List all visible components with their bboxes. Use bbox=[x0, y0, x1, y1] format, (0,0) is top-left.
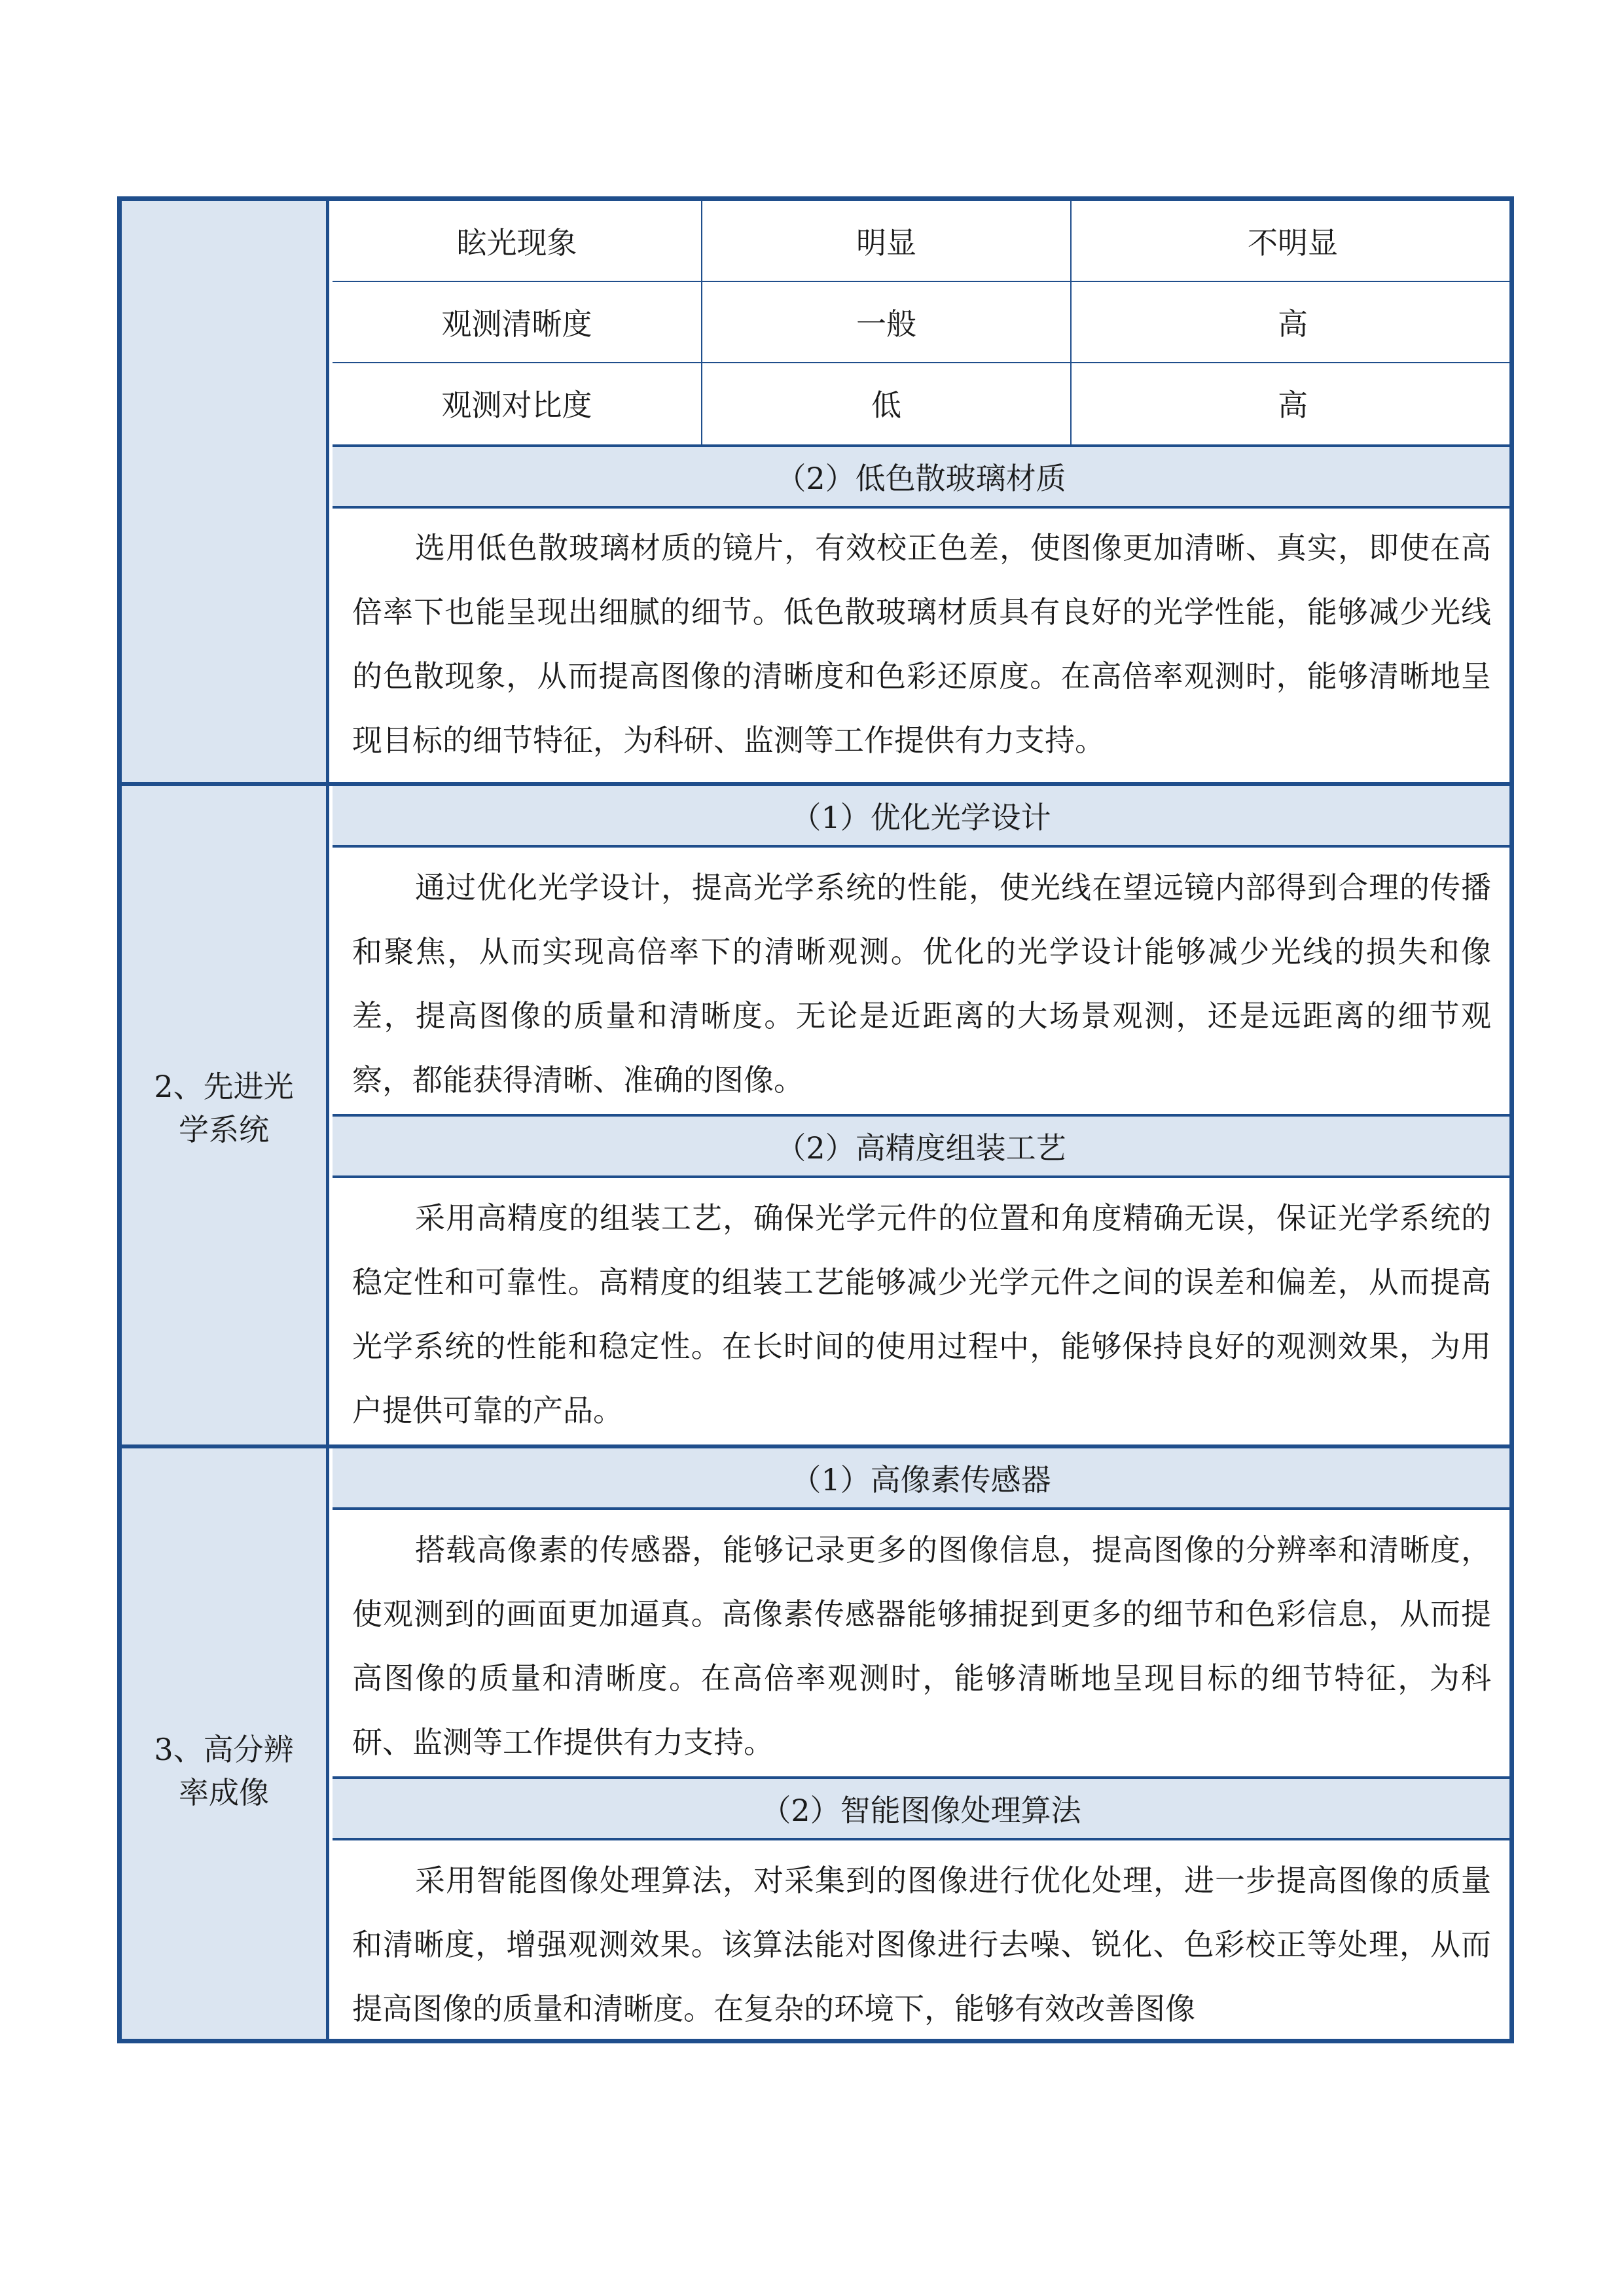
section-label-line: 学系统 bbox=[179, 1112, 269, 1147]
feature-table bbox=[117, 196, 1514, 2043]
divider bbox=[333, 1507, 1509, 1510]
divider bbox=[333, 1175, 1509, 1178]
section-label-high-resolution bbox=[122, 1728, 326, 1814]
section-label-line: 3、高分辨 bbox=[154, 1732, 294, 1767]
divider bbox=[333, 506, 1509, 509]
comparison-value: 高 bbox=[1278, 306, 1308, 342]
divider bbox=[701, 201, 702, 446]
subsection-text: 采用高精度的组装工艺，确保光学元件的位置和角度精确无误，保证光学系统的稳定性和可靠性。高精度的组装工艺能够减少光学元件之间的误差和偏差，从而提高光学系统的性能和稳定性。在长时间的使用过程中，能够保持良好的观测效果，为用户提供可靠的产品。 bbox=[352, 1200, 1491, 1428]
comparison-label: 观测对比度 bbox=[441, 387, 592, 423]
comparison-label: 观测清晰度 bbox=[441, 306, 592, 342]
subsection-heading: （1）优化光学设计 bbox=[333, 786, 1509, 845]
divider bbox=[333, 845, 1509, 848]
subsection-text: 采用智能图像处理算法，对采集到的图像进行优化处理，进一步提高图像的质量和清晰度，增强观测效果。该算法能对图像进行去噪、锐化、色彩校正等处理，从而提高图像的质量和清晰度。在复杂的环境下，能够有效改善图像 bbox=[352, 1863, 1491, 2026]
divider bbox=[333, 281, 1509, 282]
comparison-value: 明显 bbox=[856, 225, 916, 260]
section-label-line: 2、先进光 bbox=[154, 1069, 294, 1104]
divider bbox=[1070, 201, 1072, 446]
section-label-line: 率成像 bbox=[179, 1775, 269, 1810]
comparison-value: 一般 bbox=[856, 306, 916, 342]
comparison-value: 低 bbox=[871, 387, 901, 423]
divider bbox=[333, 362, 1509, 363]
comparison-value: 高 bbox=[1278, 387, 1308, 423]
comparison-value: 不明显 bbox=[1248, 225, 1338, 260]
subsection-text: 通过优化光学设计，提高光学系统的性能，使光线在望远镜内部得到合理的传播和聚焦，从而实现高倍率下的清晰观测。优化的光学设计能够减少光线的损失和像差，提高图像的质量和清晰度。无论是近距离的大场景观测，还是远距离的细节观察，都能获得清晰、准确的图像。 bbox=[352, 870, 1491, 1098]
subsection-heading: （2）智能图像处理算法 bbox=[333, 1779, 1509, 1838]
subsection-heading: （1）高像素传感器 bbox=[333, 1448, 1509, 1507]
subsection-text: 选用低色散玻璃材质的镜片，有效校正色差，使图像更加清晰、真实，即使在高倍率下也能呈现出细腻的细节。低色散玻璃材质具有良好的光学性能，能够减少光线的色散现象，从而提高图像的清晰度和色彩还原度。在高倍率观测时，能够清晰地呈现目标的细节特征，为科研、监测等工作提供有力支持。 bbox=[352, 530, 1491, 758]
comparison-label: 眩光现象 bbox=[456, 225, 577, 260]
subsection-heading: （2）低色散玻璃材质 bbox=[333, 447, 1509, 506]
section-label-advanced-optics bbox=[122, 1065, 326, 1151]
subsection-text: 搭载高像素的传感器，能够记录更多的图像信息，提高图像的分辨率和清晰度，使观测到的画面更加逼真。高像素传感器能够捕捉到更多的细节和色彩信息，从而提高图像的质量和清晰度。在高倍率观测时，能够清晰地呈现目标的细节特征，为科研、监测等工作提供有力支持。 bbox=[352, 1532, 1491, 1760]
subsection-heading: （2）高精度组装工艺 bbox=[333, 1117, 1509, 1175]
divider bbox=[333, 1838, 1509, 1840]
